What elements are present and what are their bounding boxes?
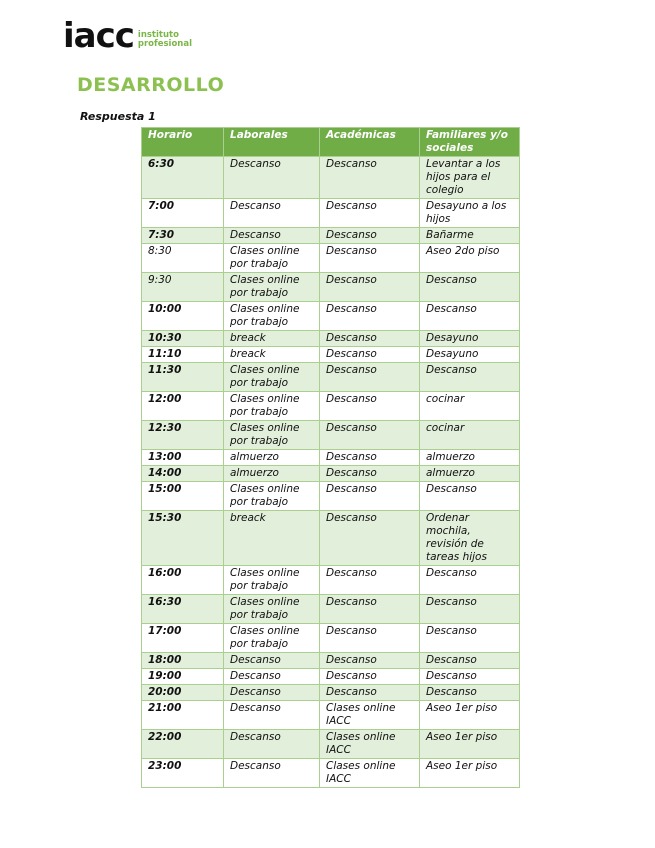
table-header-row <box>142 128 520 157</box>
cell-horario: 11:30 <box>142 363 224 392</box>
cell-familiares: Desayuno <box>420 347 520 363</box>
cell-laborales: Descanso <box>224 730 320 759</box>
table-row <box>142 482 520 511</box>
cell-horario: 7:30 <box>142 228 224 244</box>
table-row <box>142 653 520 669</box>
cell-horario: 20:00 <box>142 685 224 701</box>
cell-academicas: Descanso <box>320 273 420 302</box>
logo-subtitle <box>138 31 192 49</box>
cell-academicas: Descanso <box>320 511 420 566</box>
cell-laborales: Clases online por trabajo <box>224 421 320 450</box>
cell-laborales: breack <box>224 511 320 566</box>
cell-laborales: Descanso <box>224 701 320 730</box>
cell-academicas: Descanso <box>320 363 420 392</box>
cell-laborales: Descanso <box>224 653 320 669</box>
cell-familiares: Aseo 2do piso <box>420 244 520 273</box>
table-row <box>142 566 520 595</box>
cell-laborales: Clases online por trabajo <box>224 273 320 302</box>
cell-academicas: Descanso <box>320 199 420 228</box>
cell-familiares: Descanso <box>420 624 520 653</box>
cell-academicas: Descanso <box>320 392 420 421</box>
cell-academicas: Descanso <box>320 331 420 347</box>
cell-familiares: Descanso <box>420 566 520 595</box>
cell-academicas: Descanso <box>320 482 420 511</box>
table-row <box>142 730 520 759</box>
cell-academicas: Descanso <box>320 685 420 701</box>
cell-horario: 12:00 <box>142 392 224 421</box>
cell-laborales: Descanso <box>224 669 320 685</box>
header-academicas: Académicas <box>320 128 420 157</box>
cell-familiares: almuerzo <box>420 466 520 482</box>
cell-familiares: almuerzo <box>420 450 520 466</box>
cell-familiares: cocinar <box>420 392 520 421</box>
cell-laborales: Clases online por trabajo <box>224 566 320 595</box>
table-row <box>142 228 520 244</box>
cell-laborales: Clases online por trabajo <box>224 392 320 421</box>
cell-familiares: Descanso <box>420 273 520 302</box>
cell-academicas: Descanso <box>320 624 420 653</box>
header-laborales: Laborales <box>224 128 320 157</box>
cell-horario: 15:30 <box>142 511 224 566</box>
cell-laborales: breack <box>224 347 320 363</box>
cell-familiares: Aseo 1er piso <box>420 759 520 788</box>
cell-academicas: Descanso <box>320 302 420 331</box>
cell-familiares: Descanso <box>420 653 520 669</box>
table-row <box>142 759 520 788</box>
cell-familiares: cocinar <box>420 421 520 450</box>
cell-horario: 12:30 <box>142 421 224 450</box>
cell-academicas: Descanso <box>320 228 420 244</box>
cell-horario: 22:00 <box>142 730 224 759</box>
header-horario: Horario <box>142 128 224 157</box>
cell-academicas: Descanso <box>320 244 420 273</box>
cell-laborales: Clases online por trabajo <box>224 244 320 273</box>
cell-horario: 17:00 <box>142 624 224 653</box>
cell-academicas: Descanso <box>320 566 420 595</box>
cell-horario: 11:10 <box>142 347 224 363</box>
table-row <box>142 157 520 199</box>
logo-sub-line1: instituto <box>137 30 179 40</box>
cell-horario: 21:00 <box>142 701 224 730</box>
cell-familiares: Ordenar mochila, revisión de tareas hijos <box>420 511 520 566</box>
cell-familiares: Descanso <box>420 685 520 701</box>
cell-familiares: Descanso <box>420 595 520 624</box>
cell-horario: 9:30 <box>142 273 224 302</box>
iacc-logo <box>63 16 192 56</box>
cell-horario: 7:00 <box>142 199 224 228</box>
cell-laborales: Descanso <box>224 228 320 244</box>
cell-horario: 19:00 <box>142 669 224 685</box>
logo-sub-line2: profesional <box>137 39 192 49</box>
table-row <box>142 701 520 730</box>
table-row <box>142 669 520 685</box>
logo-wordmark: iacc <box>63 16 134 56</box>
table-row <box>142 347 520 363</box>
cell-familiares: Aseo 1er piso <box>420 701 520 730</box>
page-title: DESARROLLO <box>77 74 225 96</box>
table-row <box>142 392 520 421</box>
cell-familiares: Bañarme <box>420 228 520 244</box>
cell-academicas: Descanso <box>320 157 420 199</box>
schedule-body <box>142 157 520 788</box>
cell-laborales: Clases online por trabajo <box>224 482 320 511</box>
cell-academicas: Clases online IACC <box>320 759 420 788</box>
cell-academicas: Descanso <box>320 421 420 450</box>
cell-familiares: Descanso <box>420 302 520 331</box>
table-row <box>142 421 520 450</box>
cell-horario: 16:00 <box>142 566 224 595</box>
cell-familiares: Descanso <box>420 482 520 511</box>
cell-laborales: breack <box>224 331 320 347</box>
cell-laborales: almuerzo <box>224 450 320 466</box>
cell-laborales: almuerzo <box>224 466 320 482</box>
cell-familiares: Desayuno a los hijos <box>420 199 520 228</box>
cell-horario: 13:00 <box>142 450 224 466</box>
table-row <box>142 595 520 624</box>
table-row <box>142 624 520 653</box>
cell-academicas: Descanso <box>320 595 420 624</box>
table-row <box>142 450 520 466</box>
cell-laborales: Clases online por trabajo <box>224 624 320 653</box>
cell-academicas: Clases online IACC <box>320 701 420 730</box>
cell-horario: 8:30 <box>142 244 224 273</box>
cell-familiares: Descanso <box>420 669 520 685</box>
cell-laborales: Descanso <box>224 199 320 228</box>
cell-horario: 23:00 <box>142 759 224 788</box>
table-row <box>142 511 520 566</box>
table-row <box>142 685 520 701</box>
cell-familiares: Aseo 1er piso <box>420 730 520 759</box>
table-row <box>142 302 520 331</box>
table-row <box>142 273 520 302</box>
cell-horario: 14:00 <box>142 466 224 482</box>
table-row <box>142 363 520 392</box>
cell-horario: 6:30 <box>142 157 224 199</box>
cell-laborales: Descanso <box>224 157 320 199</box>
cell-academicas: Descanso <box>320 653 420 669</box>
header-familiares: Familiares y/o sociales <box>420 128 520 157</box>
cell-horario: 15:00 <box>142 482 224 511</box>
cell-academicas: Descanso <box>320 450 420 466</box>
cell-academicas: Descanso <box>320 466 420 482</box>
cell-laborales: Clases online por trabajo <box>224 302 320 331</box>
cell-familiares: Desayuno <box>420 331 520 347</box>
cell-horario: 10:00 <box>142 302 224 331</box>
cell-familiares: Descanso <box>420 363 520 392</box>
answer-subtitle: Respuesta 1 <box>80 110 156 123</box>
table-row <box>142 331 520 347</box>
table-row <box>142 199 520 228</box>
cell-laborales: Clases online por trabajo <box>224 363 320 392</box>
cell-laborales: Clases online por trabajo <box>224 595 320 624</box>
schedule-table <box>141 127 520 788</box>
cell-academicas: Descanso <box>320 669 420 685</box>
cell-horario: 10:30 <box>142 331 224 347</box>
cell-laborales: Descanso <box>224 759 320 788</box>
cell-horario: 18:00 <box>142 653 224 669</box>
cell-laborales: Descanso <box>224 685 320 701</box>
table-row <box>142 466 520 482</box>
table-row <box>142 244 520 273</box>
cell-familiares: Levantar a los hijos para el colegio <box>420 157 520 199</box>
cell-academicas: Clases online IACC <box>320 730 420 759</box>
cell-academicas: Descanso <box>320 347 420 363</box>
cell-horario: 16:30 <box>142 595 224 624</box>
